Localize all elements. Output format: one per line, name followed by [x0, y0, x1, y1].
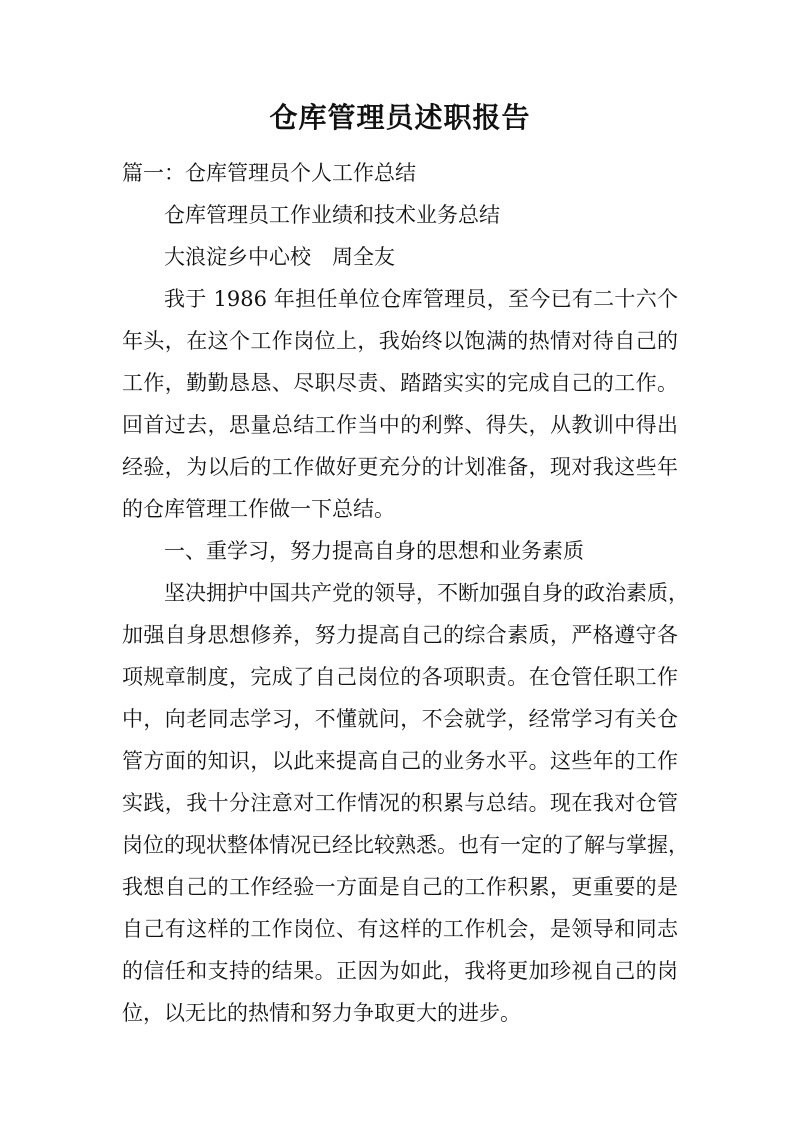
paragraph-line: 回首过去，思量总结工作当中的利弊、得失，从教训中得出	[122, 413, 678, 437]
section-heading: 篇一：仓库管理员个人工作总结	[122, 161, 416, 185]
paragraph-line: 工作，勤勤恳恳、尽职尽责、踏踏实实的完成自己的工作。	[122, 371, 678, 395]
paragraph-line: 自己有这样的工作岗位、有这样的工作机会，是领导和同志	[122, 917, 678, 941]
paragraph-line: 坚决拥护中国共产党的领导，不断加强自身的政治素质，	[164, 581, 689, 605]
paragraph-line: 管方面的知识，以此来提高自己的业务水平。这些年的工作	[122, 749, 678, 773]
paragraph-line: 年头，在这个工作岗位上，我始终以饱满的热情对待自己的	[122, 329, 678, 353]
paragraph-line: 实践，我十分注意对工作情况的积累与总结。现在我对仓管	[122, 791, 678, 815]
paragraph-line: 我想自己的工作经验一方面是自己的工作积累，更重要的是	[122, 875, 678, 899]
paragraph-line: 中，向老同志学习，不懂就问，不会就学，经常学习有关仓	[122, 707, 678, 731]
paragraph-line: 项规章制度，完成了自己岗位的各项职责。在仓管任职工作	[122, 665, 678, 689]
paragraph-line: 的仓库管理工作做一下总结。	[122, 497, 395, 521]
section-heading: 一、重学习，努力提高自身的思想和业务素质	[164, 539, 584, 563]
paragraph-line: 加强自身思想修养，努力提高自己的综合素质，严格遵守各	[122, 623, 678, 647]
paragraph-line: 经验，为以后的工作做好更充分的计划准备，现对我这些年	[122, 455, 678, 479]
paragraph-line: 我于 1986 年担任单位仓库管理员，至今已有二十六个	[164, 287, 678, 311]
paragraph-line: 岗位的现状整体情况已经比较熟悉。也有一定的了解与掌握，	[122, 833, 689, 857]
document-title: 仓库管理员述职报告	[269, 101, 531, 134]
subheading: 仓库管理员工作业绩和技术业务总结	[164, 203, 500, 227]
paragraph-line: 的信任和支持的结果。正因为如此，我将更加珍视自己的岗	[122, 959, 678, 983]
paragraph-line: 位，以无比的热情和努力争取更大的进步。	[122, 1001, 521, 1025]
author-line: 大浪淀乡中心校 周全友	[164, 245, 395, 269]
